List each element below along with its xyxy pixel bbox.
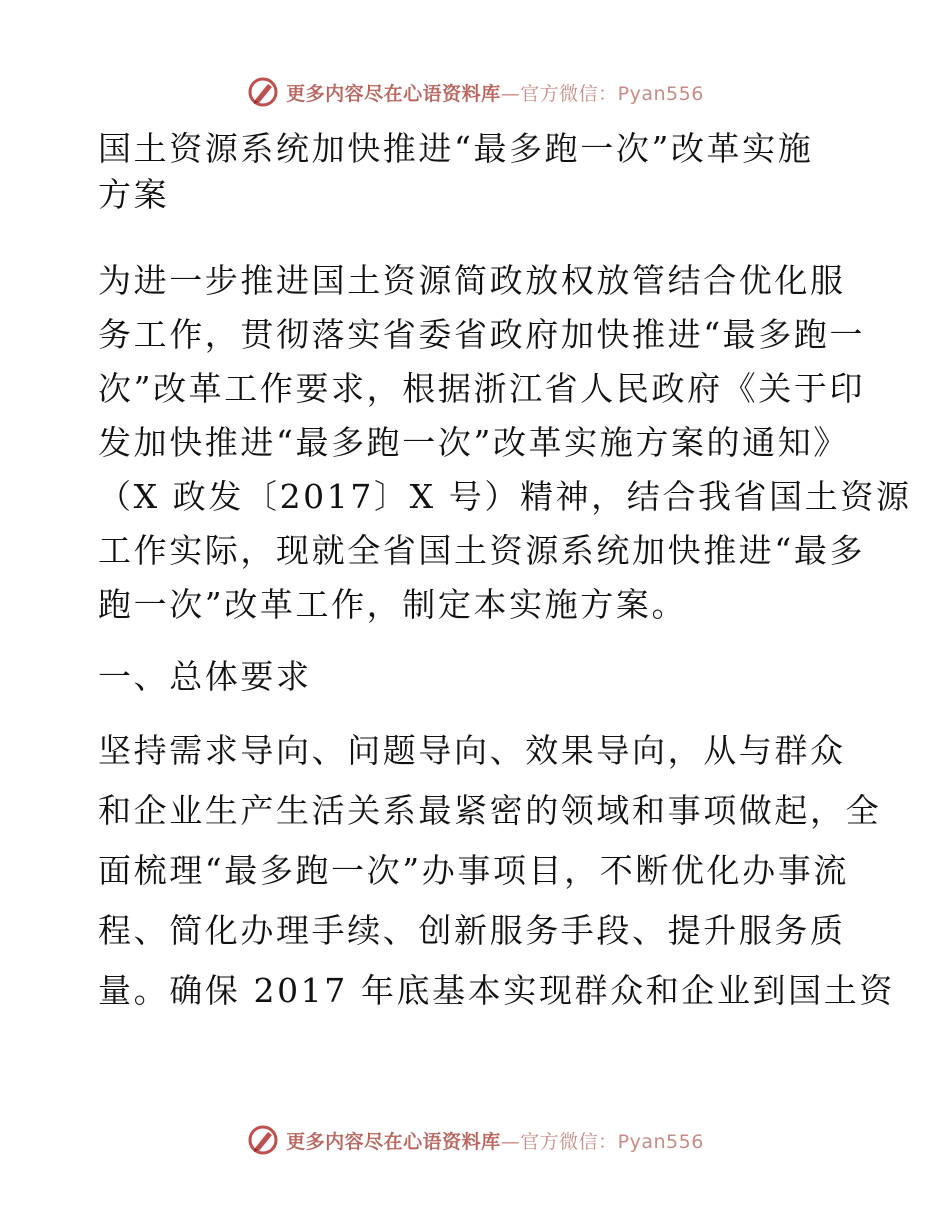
watermark-suffix: 官方微信：Pyan556 [520,1130,704,1153]
paragraph-1-line-2: 务工作，贯彻落实省委省政府加快推进“最多跑一 [98,315,866,354]
paragraph-2-line-2: 和企业生产生活关系最紧密的领域和事项做起，全 [98,791,882,830]
paragraph-1-line-7: 跑一次”改革工作，制定本实施方案。 [98,585,688,624]
watermark-prefix: 更多内容尽在心语资料库 [286,82,501,105]
paragraph-2-line-3: 面梳理“最多跑一次”办事项目，不断优化办事流 [98,851,849,890]
paragraph-2-line-4: 程、简化办理手续、创新服务手段、提升服务质 [98,911,846,950]
watermark-header [0,72,950,112]
watermark-suffix: 官方微信：Pyan556 [520,82,704,105]
watermark-dash: — [500,82,521,105]
paragraph-2-line-1: 坚持需求导向、问题导向、效果导向，从与群众 [98,731,846,770]
paragraph-1-line-5: （X 政发〔2017〕X 号）精神，结合我省国土资源 [98,477,912,516]
watermark-text [286,79,704,106]
document-title-line-2: 方案 [98,175,170,214]
paragraph-1-line-1: 为进一步推进国土资源简政放权放管结合优化服 [98,261,846,300]
section-heading-1: 一、总体要求 [98,657,312,696]
paragraph-1-line-4: 发加快推进“最多跑一次”改革实施方案的通知》 [98,423,849,462]
document-body [98,120,912,1014]
pen-circle-icon [246,1123,280,1157]
paragraph-2-line-5: 量。确保 2017 年底基本实现群众和企业到国土资 [98,971,895,1010]
pen-circle-icon [246,75,280,109]
document-title-line-1: 国土资源系统加快推进“最多跑一次”改革实施 [98,129,814,168]
watermark-footer [0,1120,950,1160]
watermark-dash: — [500,1130,521,1153]
watermark-text [286,1127,704,1154]
paragraph-1-line-3: 次”改革工作要求，根据浙江省人民政府《关于印 [98,369,866,408]
watermark-prefix: 更多内容尽在心语资料库 [286,1130,501,1153]
paragraph-1-line-6: 工作实际，现就全省国土资源系统加快推进“最多 [98,531,866,570]
